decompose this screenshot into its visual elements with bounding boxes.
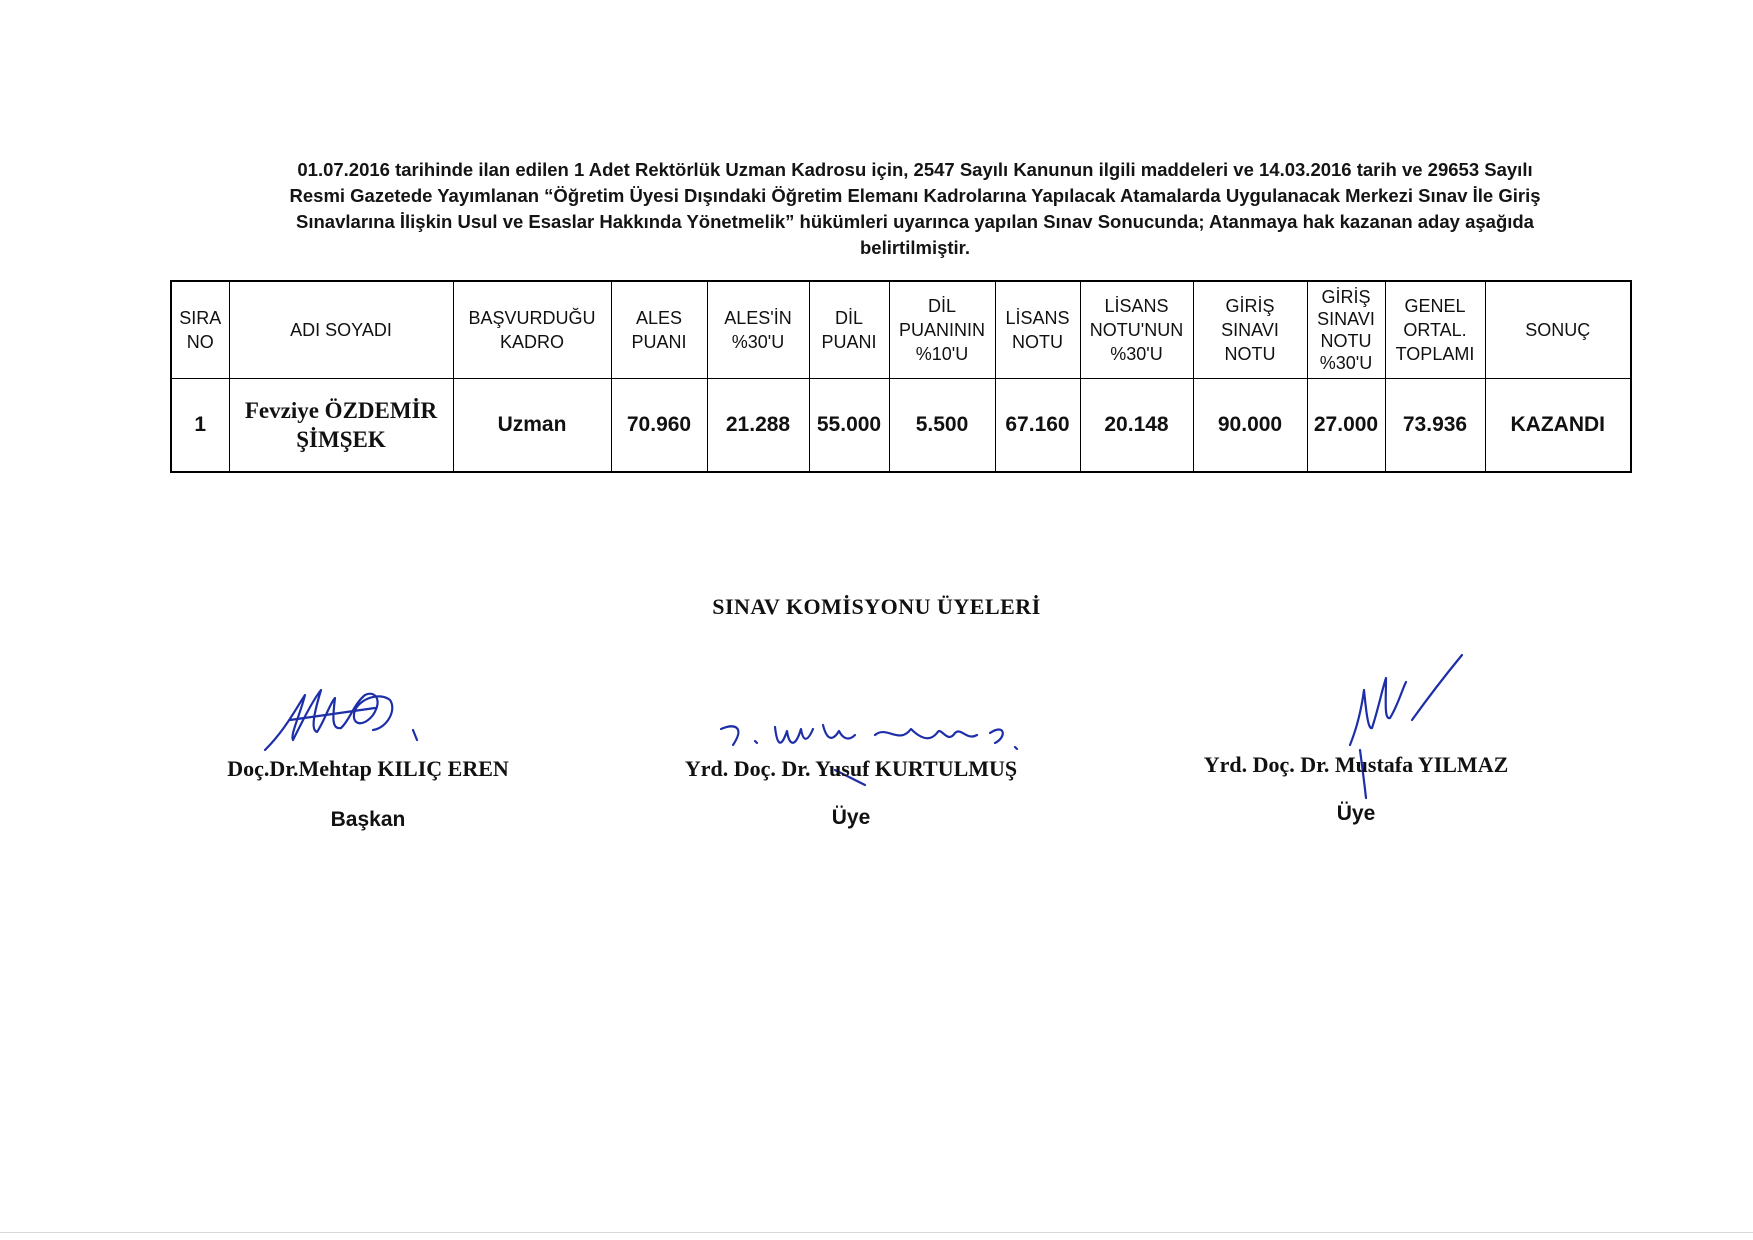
announcement-line: Sınavlarına İlişkin Usul ve Esaslar Hakkında Yönetmelik” hükümleri uyarınca yapılan Sınav Sonucunda; Atanmaya hak kazanan aday aşağıda xyxy=(296,211,1534,232)
signature-baskan xyxy=(255,680,435,760)
member-role: Üye xyxy=(831,806,871,829)
cell-sira-no: 1 xyxy=(171,379,229,473)
page-bottom-edge xyxy=(0,1232,1753,1233)
announcement-line: belirtilmiştir. xyxy=(859,237,970,258)
header-basvurdugu-kadro: BAŞVURDUĞU KADRO xyxy=(453,281,611,379)
header-lisans-notu: LİSANS NOTU xyxy=(995,281,1080,379)
announcement-text xyxy=(215,157,1615,261)
member-role: Başkan xyxy=(330,808,406,831)
cell-ales-puani: 70.960 xyxy=(611,379,707,473)
header-sonuc: SONUÇ xyxy=(1485,281,1631,379)
committee-member-uye-2 xyxy=(1156,752,1556,826)
table-header-row xyxy=(171,281,1631,379)
header-ales-30: ALES'İN %30'U xyxy=(707,281,809,379)
cell-dil-10: 5.500 xyxy=(889,379,995,473)
cell-giris-sinavi-notu: 90.000 xyxy=(1193,379,1307,473)
header-ales-puani: ALES PUANI xyxy=(611,281,707,379)
committee-member-uye-1 xyxy=(651,756,1051,830)
cell-dil-puani: 55.000 xyxy=(809,379,889,473)
cell-giris-30: 27.000 xyxy=(1307,379,1385,473)
member-name: Yrd. Doç. Dr. Yusuf KURTULMUŞ xyxy=(684,756,1018,781)
cell-genel-ortalama: 73.936 xyxy=(1385,379,1485,473)
header-giris-30: GİRİŞ SINAVI NOTU %30'U xyxy=(1307,281,1385,379)
member-role: Üye xyxy=(1336,802,1376,825)
header-giris-sinavi-notu: GİRİŞ SINAVI NOTU xyxy=(1193,281,1307,379)
header-dil-10: DİL PUANININ %10'U xyxy=(889,281,995,379)
cell-sonuc: KAZANDI xyxy=(1485,379,1631,473)
announcement-line: 01.07.2016 tarihinde ilan edilen 1 Adet Rektörlük Uzman Kadrosu için, 2547 Sayılı Kanunun ilgili maddeleri ve 14.03.2016 tarih ve 29653 Sayılı xyxy=(297,159,1533,180)
results-table xyxy=(170,280,1632,473)
cell-lisans-notu: 67.160 xyxy=(995,379,1080,473)
committee-member-baskan xyxy=(168,756,568,832)
header-dil-puani: DİL PUANI xyxy=(809,281,889,379)
cell-ales-30: 21.288 xyxy=(707,379,809,473)
header-genel-ortalama: GENEL ORTAL. TOPLAMI xyxy=(1385,281,1485,379)
announcement-line: Resmi Gazetede Yayımlanan “Öğretim Üyesi Dışındaki Öğretim Elemanı Kadrolarına Yapılacak Atamalarda Uygulanacak Merkezi Sınav İle Giriş xyxy=(289,185,1541,206)
header-adi-soyadi: ADI SOYADI xyxy=(229,281,453,379)
cell-kadro: Uzman xyxy=(453,379,611,473)
committee-title: SINAV KOMİSYONU ÜYELERİ xyxy=(712,594,1041,619)
header-lisans-30: LİSANS NOTU'NUN %30'U xyxy=(1080,281,1193,379)
cell-lisans-30: 20.148 xyxy=(1080,379,1193,473)
cell-adi-soyadi: Fevziye ÖZDEMİR ŞİMŞEK xyxy=(229,379,453,473)
member-name: Doç.Dr.Mehtap KILIÇ EREN xyxy=(227,756,509,781)
header-sira-no: SIRA NO xyxy=(171,281,229,379)
table-row xyxy=(171,379,1631,473)
member-name: Yrd. Doç. Dr. Mustafa YILMAZ xyxy=(1203,752,1509,777)
